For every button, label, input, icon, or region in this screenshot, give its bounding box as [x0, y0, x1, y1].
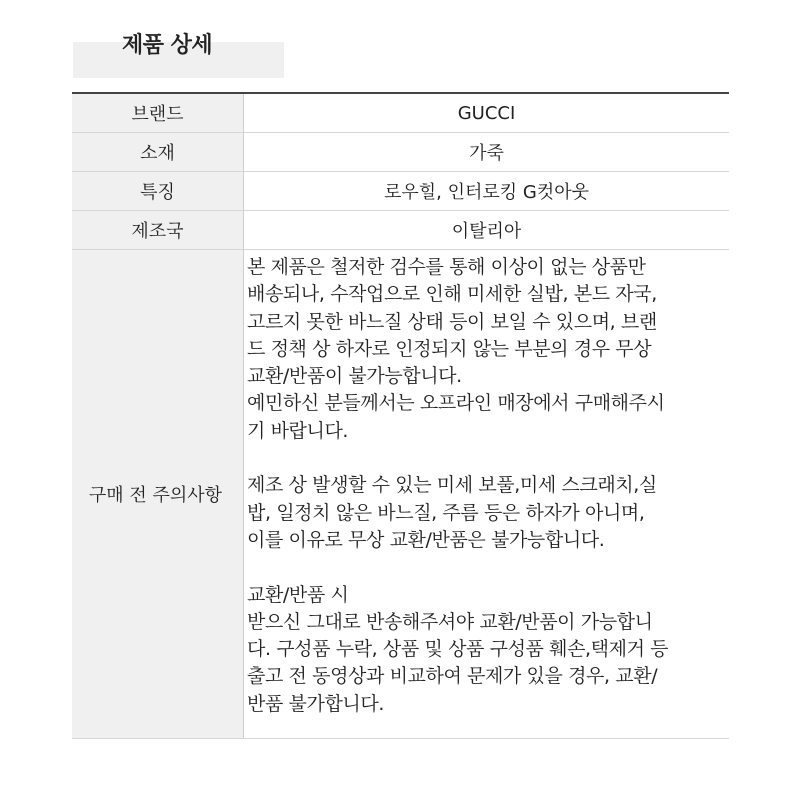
notice-line: 이를 이유로 무상 교환/반품은 불가능합니다. [247, 528, 605, 551]
notice-blank-line [247, 554, 729, 581]
notice-line: 출고 전 동영상과 비교하여 문제가 있을 경우, 교환/ [247, 665, 658, 688]
notice-line: 드 정책 상 하자로 인정되지 않는 부분의 경우 무상 [247, 337, 652, 360]
page-title: 제품 상세 [122, 33, 213, 58]
spec-row-brand [72, 93, 729, 133]
notice-line: 본 제품은 철저한 검수를 통해 이상이 없는 상품만 [247, 256, 646, 278]
notice-blank-line [247, 445, 729, 472]
notice-line: 제조 상 발생할 수 있는 미세 보풀,미세 스크래치,실 [247, 474, 657, 497]
notice-line: 고르지 못한 바느질 상태 등이 보일 수 있으며, 브랜 [247, 310, 657, 333]
spec-row-notice [72, 250, 729, 739]
notice-line: 교환/반품이 불가능합니다. [247, 365, 462, 388]
notice-line: 밥, 일정치 않은 바느질, 주름 등은 하자가 아니며, [247, 501, 645, 524]
notice-line: 반품 불가합니다. [247, 692, 384, 715]
notice-line: 예민하신 분들께서는 오프라인 매장에서 구매해주시 [247, 392, 665, 415]
spec-label-notice: 구매 전 주의사항 [72, 250, 244, 739]
notice-line: 기 바랍니다. [247, 419, 349, 442]
spec-value-material: 가죽 [244, 133, 730, 172]
notice-line: 다. 구성품 누락, 상품 및 상품 구성품 훼손,택제거 등 [247, 638, 669, 661]
notice-line: 교환/반품 시 [247, 583, 349, 606]
spec-row-features [72, 172, 729, 211]
product-spec-table [72, 92, 729, 739]
spec-label-features: 특징 [72, 172, 244, 211]
purchase-notice-text [244, 250, 730, 739]
spec-value-brand: GUCCI [244, 93, 730, 133]
spec-value-features: 로우힐, 인터로킹 G컷아웃 [244, 172, 730, 211]
spec-row-origin [72, 211, 729, 250]
spec-label-origin: 제조국 [72, 211, 244, 250]
spec-value-origin: 이탈리아 [244, 211, 730, 250]
spec-label-brand: 브랜드 [72, 93, 244, 133]
spec-label-material: 소재 [72, 133, 244, 172]
spec-row-material [72, 133, 729, 172]
notice-line: 받으신 그대로 반송해주셔야 교환/반품이 가능합니 [247, 610, 653, 633]
notice-line: 배송되나, 수작업으로 인해 미세한 실밥, 본드 자국, [247, 283, 657, 306]
